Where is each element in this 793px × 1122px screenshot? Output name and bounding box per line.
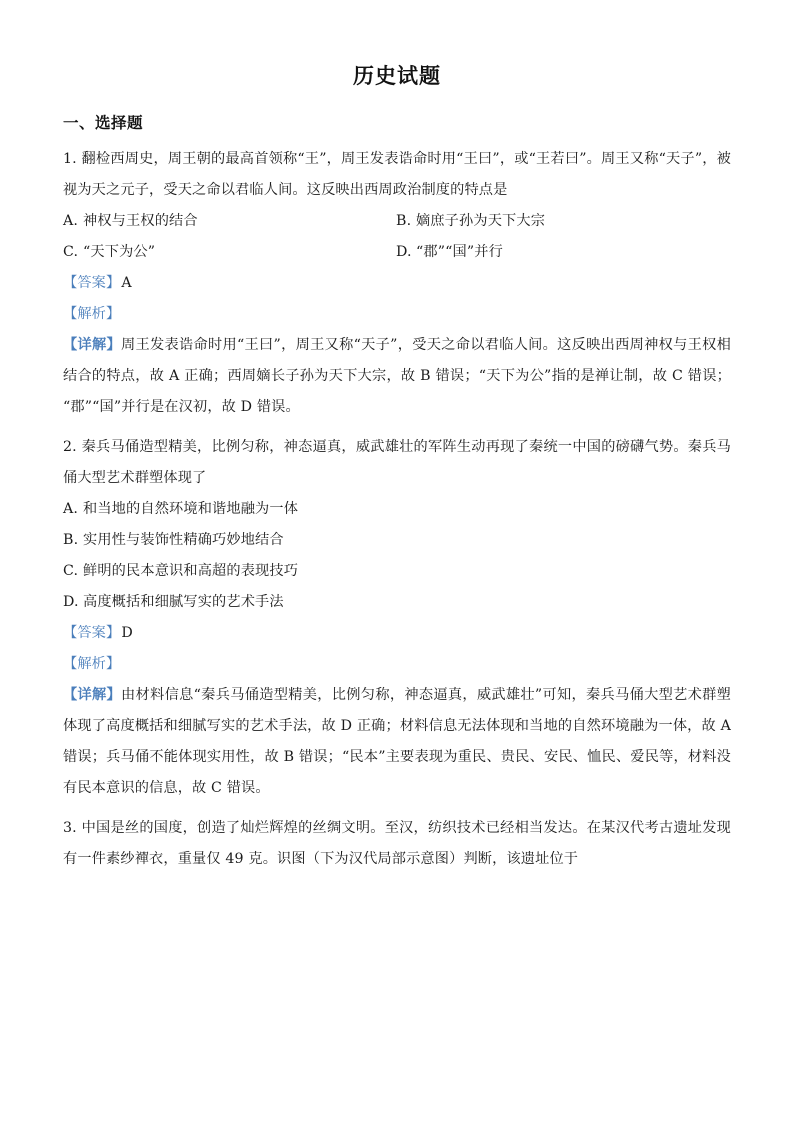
option-1-c-label: C. [63,243,79,260]
answer-line-2 [63,618,731,649]
question-stem-3: 3. 中国是丝的国度，创造了灿烂辉煌的丝绸文明。至汉，纺织技术已经相当发达。在某汉代考古遗址发现有一件素纱襌衣，重量仅 49 克。识图（下为汉代局部示意图）判断，该遗址位于 [63,819,731,867]
option-1-c-text: “天下为公” [83,243,156,260]
option-1-d-label: D. [396,243,412,260]
section-heading-multiple-choice: 一、选择题 [63,113,144,133]
detail-marker-1: 【详解】 [63,336,121,353]
question-block-3 [63,804,731,875]
answer-line-1 [63,268,731,299]
option-2-b[interactable] [63,525,731,556]
option-1-b-label: B. [396,212,412,229]
option-1-c[interactable] [63,237,396,268]
option-2-a[interactable] [63,494,731,525]
question-block-2 [63,423,731,804]
detail-line-1 [63,330,731,423]
page-content [63,0,731,875]
detail-text-2: 由材料信息“秦兵马俑造型精美，比例匀称，神态逼真，威武雄壮”可知，秦兵马俑大型艺术群塑体现了高度概括和细腻写实的艺术手法，故 D 正确；材料信息无法体现和当地的自然环境融为一体，故 A 错误；兵马俑不能体现实用性，故 B 错误；“民本”主要表现为重民、贵民、安民、恤民、爱民等，材料没有民本意识的信息，故 C 错误。 [63,686,731,796]
option-row-1-cd [63,237,731,268]
question-block-1 [63,135,731,423]
option-2-c-text: 鲜明的民本意识和高超的表现技巧 [83,562,299,579]
detail-text-1: 周王发表诰命时用“王曰”，周王又称“天子”，受天之命以君临人间。这反映出西周神权与王权相结合的特点，故 A 正确；西周嫡长子孙为天下大宗，故 B 错误；“天下为公”指的是禅让制，故 C 错误；“郡”“国”并行是在汉初，故 D 错误。 [63,336,731,415]
option-2-d[interactable] [63,587,731,618]
page-title: 历史试题 [353,63,441,88]
option-1-a-label: A. [63,212,79,229]
option-1-d-text: “郡”“国”并行 [416,243,503,260]
option-1-b[interactable] [396,206,731,237]
option-2-d-text: 高度概括和细腻写实的艺术手法 [83,593,284,610]
option-2-b-text: 实用性与装饰性精确巧妙地结合 [83,531,284,548]
option-2-d-label: D. [63,593,79,610]
option-2-b-label: B. [63,531,79,548]
detail-line-2 [63,680,731,804]
answer-value-1: A [121,274,132,291]
detail-marker-2: 【详解】 [63,686,122,703]
option-row-1-ab [63,206,731,237]
option-2-c[interactable] [63,556,731,587]
analysis-marker-1: 【解析】 [63,305,121,322]
option-2-c-label: C. [63,562,79,579]
answer-marker-2: 【答案】 [63,624,121,641]
analysis-line-2 [63,649,731,680]
option-2-a-text: 和当地的自然环境和谐地融为一体 [83,500,299,517]
option-2-a-label: A. [63,500,79,517]
analysis-line-1 [63,299,731,330]
option-1-d[interactable] [396,237,731,268]
analysis-marker-2: 【解析】 [63,655,121,672]
question-stem-2: 2. 秦兵马俑造型精美，比例匀称，神态逼真，威武雄壮的军阵生动再现了秦统一中国的磅礴气势。秦兵马俑大型艺术群塑体现了 [63,438,731,486]
answer-value-2: D [121,624,133,641]
option-1-a-text: 神权与王权的结合 [83,212,198,229]
question-stem-1: 1. 翻检西周史，周王朝的最高首领称“王”，周王发表诰命时用“王曰”，或“王若曰”。周王又称“天子”，被视为天之元子，受天之命以君临人间。这反映出西周政治制度的特点是 [63,150,731,198]
answer-marker-1: 【答案】 [63,274,121,291]
option-1-b-text: 嫡庶子孙为天下大宗 [416,212,546,229]
option-1-a[interactable] [63,206,396,237]
